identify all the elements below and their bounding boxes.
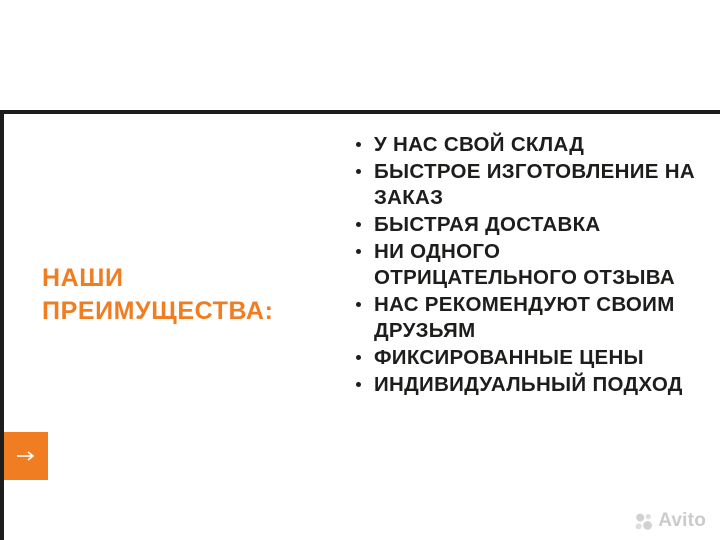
advantages-list (352, 132, 704, 399)
list-item: НИ ОДНОГО ОТРИЦАТЕЛЬНОГО ОТЗЫВА (352, 239, 704, 291)
slide-title: НАШИ ПРЕИМУЩЕСТВА: (42, 264, 274, 325)
avito-logo-icon (634, 512, 653, 531)
arrow-right-icon (16, 450, 36, 462)
avito-watermark (634, 510, 706, 532)
top-divider-rule (0, 110, 720, 114)
list-item: У НАС СВОЙ СКЛАД (352, 132, 704, 158)
list-item: НАС РЕКОМЕНДУЮТ СВОИМ ДРУЗЬЯМ (352, 292, 704, 344)
avito-watermark-label: Avito (658, 510, 706, 531)
list-item: ФИКСИРОВАННЫЕ ЦЕНЫ (352, 345, 704, 371)
list-item: БЫСТРАЯ ДОСТАВКА (352, 212, 704, 238)
list-item: ИНДИВИДУАЛЬНЫЙ ПОДХОД (352, 372, 704, 398)
next-arrow-button[interactable] (4, 432, 48, 480)
list-item: БЫСТРОЕ ИЗГОТОВЛЕНИЕ НА ЗАКАЗ (352, 159, 704, 211)
top-white-band (0, 0, 720, 110)
